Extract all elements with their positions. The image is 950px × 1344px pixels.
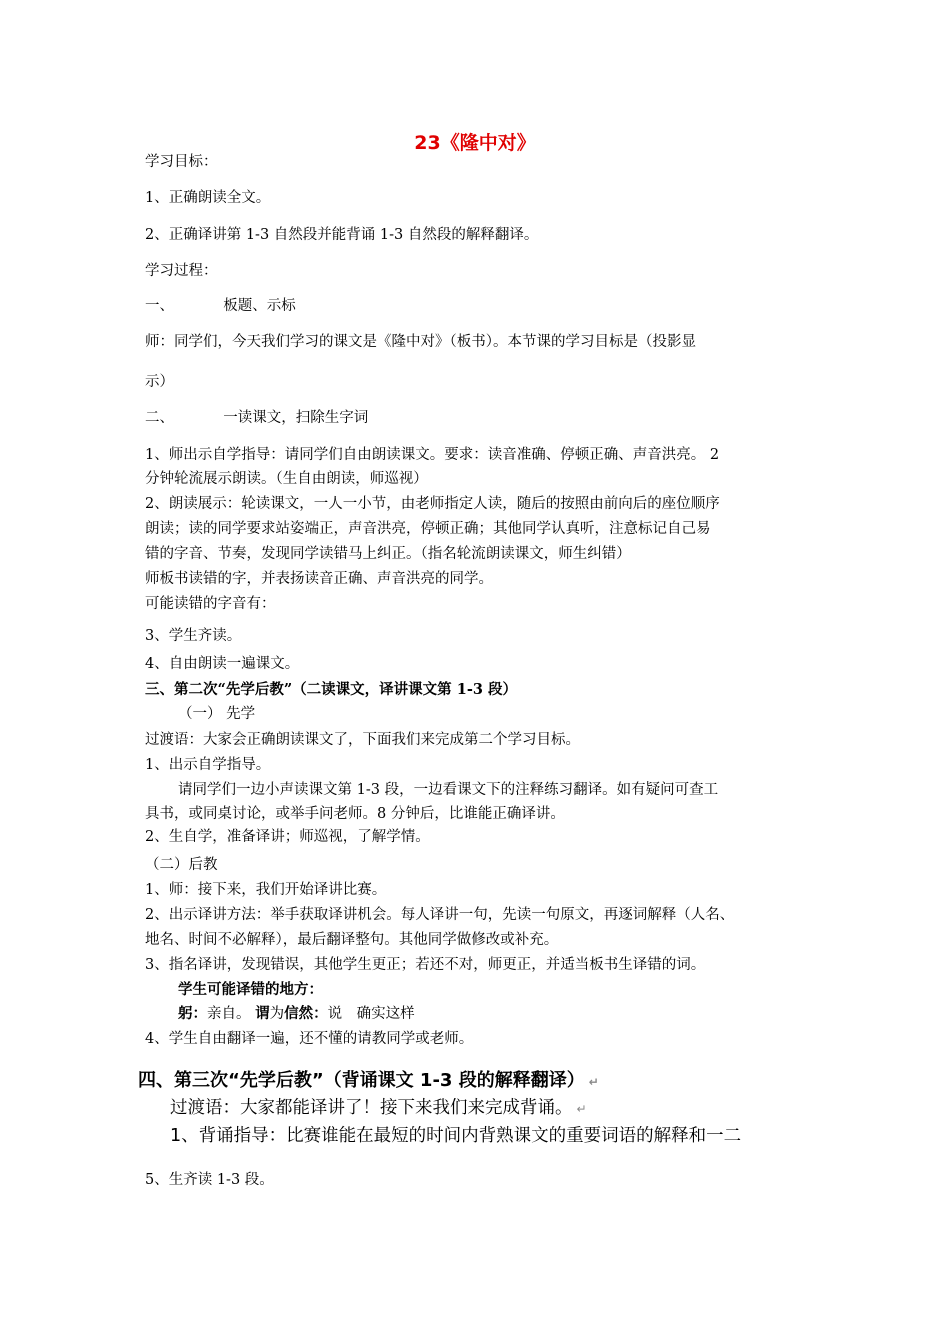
section-4-p2: 1、背诵指导：比赛谁能在最短的时间内背熟课文的重要词语的解释和一二 [170, 1126, 742, 1146]
section-2-p6: 4、自由朗读一遍课文。 [145, 656, 300, 672]
section-2-p1-b: 分钟轮流展示朗读。（生自由朗读，师巡视） [145, 471, 428, 487]
section-3-p2: 1、出示自学指导。 [145, 757, 271, 773]
section-3-p3-b: 具书，或同桌讨论，或举手问老师。8 分钟后，比谁能正确译讲。 [145, 806, 565, 822]
section-2-p4: 可能读错的字音有： [145, 596, 276, 612]
term-wei-meaning: 为 [269, 1006, 285, 1022]
process-heading: 学习过程： [145, 263, 218, 279]
term-gong: 躬： [178, 1005, 207, 1022]
section-1-title: 板题、示标 [223, 298, 296, 314]
section-3-p6-b: 地名、时间不必解释），最后翻译整句。其他同学做修改或补充。 [145, 932, 559, 948]
section-3-p8: 学生可能译错的地方： [178, 981, 323, 998]
section-2-p2-a: 2、朗读展示：轮读课文，一人一小节，由老师指定人读，随后的按照由前向后的座位顺序 [145, 496, 720, 512]
section-2-heading [145, 409, 368, 427]
section-4-p1 [170, 1097, 587, 1120]
goal-2: 2、正确译讲第 1-3 自然段并能背诵 1-3 自然段的解释翻译。 [145, 227, 539, 243]
section-3-p1: 过渡语：大家会正确朗读课文了，下面我们来完成第二个学习目标。 [145, 732, 580, 748]
section-3-subheading-1: （一） 先学 [178, 706, 256, 722]
term-xinran: 信然： [284, 1005, 328, 1022]
section-3-p4: 2、生自学，准备译讲；师巡视，了解学情。 [145, 829, 430, 845]
section-2-p2-c: 错的字音、节奏，发现同学读错马上纠正。（指名轮流朗读课文，师生纠错） [145, 546, 631, 562]
section-2-p1-a: 1、师出示自学指导：请同学们自由朗读课文。要求：读音准确、停顿正确、声音洪亮。 2 [145, 447, 720, 463]
section-3-p3-a: 请同学们一边小声读课文第 1-3 段，一边看课文下的注释练习翻译。如有疑问可查工 [178, 782, 719, 798]
section-1-text-b: 示） [145, 374, 174, 390]
section-4-title [138, 1070, 599, 1093]
section-4-title-text: 四、第三次“先学后教”（背诵课文 1-3 段的解释翻译） [138, 1070, 585, 1091]
section-3-p10: 4、学生自由翻译一遍，还不懂的请教同学或老师。 [145, 1031, 474, 1047]
section-2-p5: 3、学生齐读。 [145, 628, 242, 644]
section-3-p5: 1、师：接下来，我们开始译讲比赛。 [145, 882, 387, 898]
section-2-title: 一读课文，扫除生字词 [223, 410, 369, 426]
section-1-number: 一、 [145, 298, 174, 314]
section-5: 5、生齐读 1-3 段。 [145, 1172, 274, 1188]
term-gong-meaning: 亲自。 [207, 1006, 251, 1022]
term-xinran-meaning: 说 确实这样 [327, 1006, 415, 1022]
section-3-subheading-2: （二）后教 [145, 857, 218, 873]
return-mark: ↵ [576, 1102, 587, 1116]
section-2-number: 二、 [145, 410, 174, 426]
section-3-title: 三、第二次“先学后教”（二读课文，译讲课文第 1-3 段） [145, 681, 517, 698]
page-title: 23《隆中对》 [414, 132, 536, 154]
goals-heading: 学习目标： [145, 154, 218, 170]
section-3-p6-a: 2、出示译讲方法：举手获取译讲机会。每人译讲一句，先读一句原文，再逐词解释（人名、 [145, 907, 735, 923]
section-2-p3: 师板书读错的字，并表扬读音正确、声音洪亮的同学。 [145, 571, 493, 587]
goal-1: 1、正确朗读全文。 [145, 190, 271, 206]
return-mark: ↵ [588, 1075, 599, 1089]
section-1-heading [145, 297, 296, 315]
section-3-p7: 3、指名译讲，发现错误，其他学生更正；若还不对，师更正，并适当板书生译错的词。 [145, 957, 706, 973]
section-1-text-a: 师：同学们，今天我们学习的课文是《隆中对》（板书）。本节课的学习目标是（投影显 [145, 334, 696, 350]
section-3-p9 [178, 1005, 415, 1023]
section-2-p2-b: 朗读；读的同学要求站姿端正，声音洪亮，停顿正确；其他同学认真听，注意标记自己易 [145, 521, 711, 537]
term-wei: 谓 [255, 1005, 270, 1022]
section-4-p1-text: 过渡语：大家都能译讲了！接下来我们来完成背诵。 [170, 1098, 573, 1118]
